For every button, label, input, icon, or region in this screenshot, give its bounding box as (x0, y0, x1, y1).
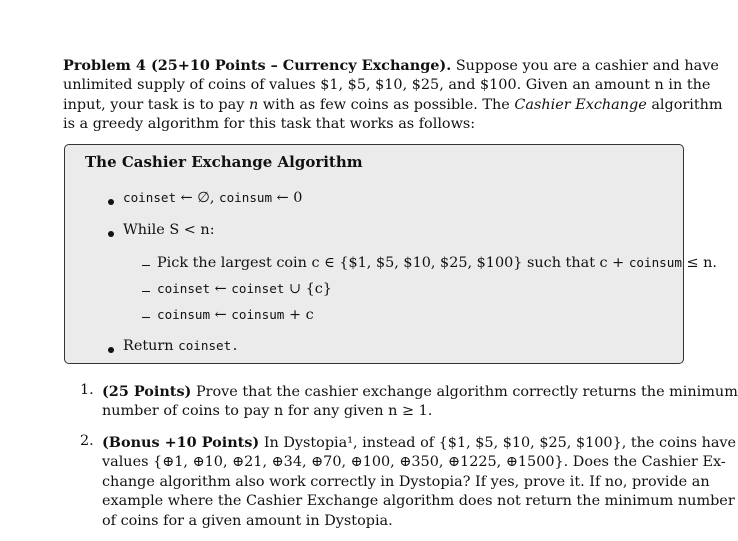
question-line: example where the Cashier Exchange algorithm does not return the minimum number (102, 493, 735, 510)
algorithm-substep-pick (157, 255, 717, 271)
bullet-icon (108, 347, 114, 353)
algorithm-substep-add (157, 281, 332, 297)
algorithm-step-return (123, 338, 239, 354)
math-text: ← (210, 281, 232, 297)
math-text: ∪ {c} (284, 281, 332, 297)
algorithm-box (64, 144, 717, 364)
math-text: Pick the largest coin c ∈ {$1, $5, $10, $25, $100} such that c + (157, 255, 629, 271)
question-line (102, 382, 738, 402)
question-points: (25 Points) (102, 383, 192, 400)
math-text: ≤ n. (681, 255, 717, 271)
algorithm-substep-sum (157, 307, 314, 323)
math-text: Return (123, 338, 179, 354)
algorithm-name: Cashier Exchange (514, 96, 647, 113)
algorithm-step-while: While S < n: (123, 222, 215, 238)
problem-line-3 (63, 96, 723, 115)
question-line: number of coins to pay n for any given n ≥ 1. (102, 403, 433, 420)
dash-icon (142, 265, 150, 266)
problem-text: with as few coins as possible. The (262, 96, 510, 113)
question-number: 1. (80, 382, 94, 398)
problem-statement (63, 56, 723, 134)
bullet-icon (108, 231, 114, 237)
math-text: ← (210, 307, 232, 323)
question-points: (Bonus +10 Points) (102, 434, 260, 451)
problem-line-2: unlimited supply of coins of values $1, $5, $10, $25, and $100. Given an amount n in the (63, 77, 711, 94)
code-coinset: coinset. (178, 338, 239, 353)
code-coinset: coinset (231, 281, 285, 296)
question-line: of coins for a given amount in Dystopia. (102, 512, 393, 529)
question-body (102, 433, 737, 531)
math-text: ← ∅, (176, 190, 219, 206)
question-text: In Dystopia¹, instead of {$1, $5, $10, $25, $100}, the coins have (263, 435, 737, 451)
question-line: change algorithm also work correctly in Dystopia? If yes, prove it. If no, provide an (102, 473, 710, 490)
algorithm-title: The Cashier Exchange Algorithm (85, 153, 363, 171)
algorithm-step-init (123, 190, 302, 206)
problem-line-1 (63, 56, 719, 76)
math-n: n (248, 96, 259, 113)
code-coinsum: coinsum (157, 307, 211, 322)
problem-intro-text: Suppose you are a cashier and have (455, 58, 719, 74)
math-text: ← 0 (272, 190, 303, 206)
dash-icon (142, 291, 150, 292)
code-coinsum: coinsum (231, 307, 285, 322)
question-body (102, 382, 738, 422)
code-coinsum: coinsum (218, 190, 273, 205)
math-text: + c (284, 307, 314, 323)
problem-text: input, your task is to pay (63, 96, 245, 113)
question-line: values {⊕1, ⊕10, ⊕21, ⊕34, ⊕70, ⊕100, ⊕350, ⊕1225, ⊕1500}. Does the Cashier Ex- (102, 454, 726, 471)
dash-icon (142, 317, 150, 318)
code-coinsum: coinsum (628, 255, 682, 270)
problem-text: algorithm (651, 96, 723, 113)
problem-line-4: is a greedy algorithm for this task that works as follows: (63, 115, 476, 132)
code-coinset: coinset (123, 190, 177, 205)
code-coinset: coinset (157, 281, 211, 296)
question-text: Prove that the cashier exchange algorithm correctly returns the minimum (195, 384, 738, 400)
question-number: 2. (80, 433, 94, 449)
problem-heading: Problem 4 (25+10 Points – Currency Exchange). (63, 57, 452, 74)
bullet-icon (108, 199, 114, 205)
question-line (102, 433, 737, 453)
